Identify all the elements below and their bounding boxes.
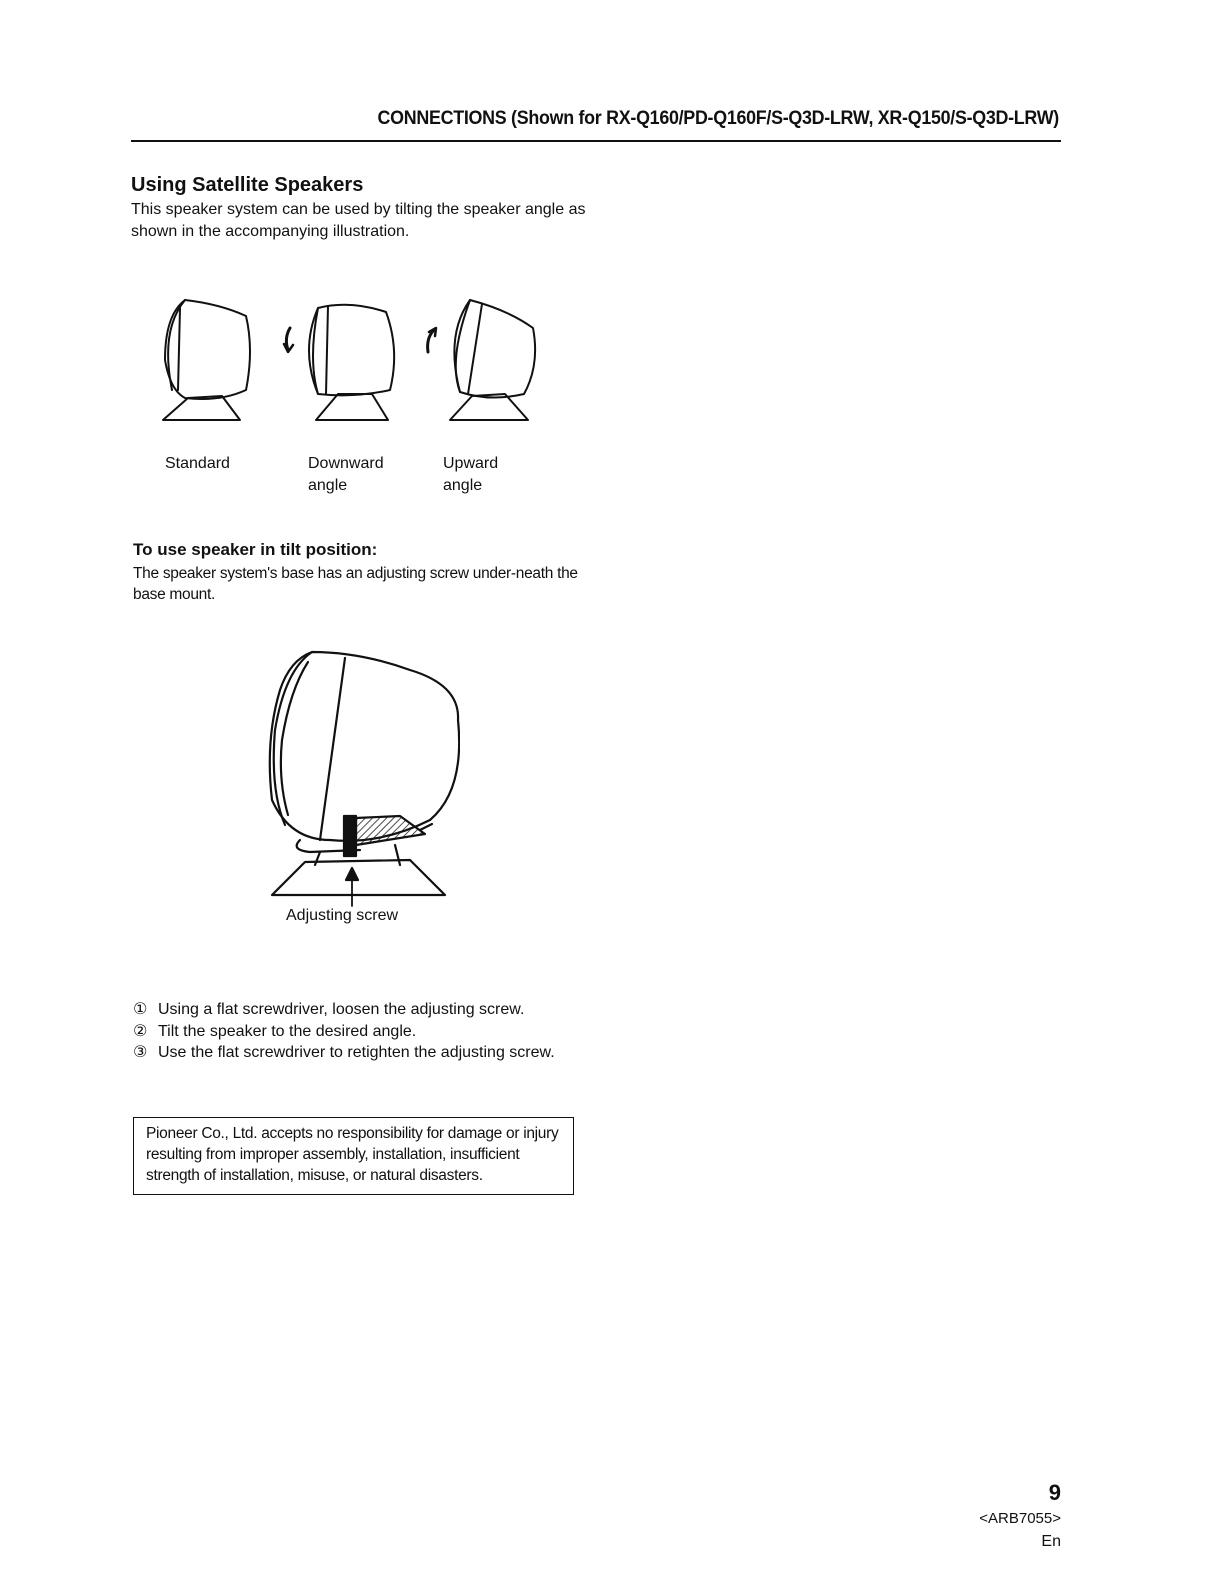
tilt-section-title: To use speaker in tilt position: (133, 540, 378, 559)
step-text: Use the flat screwdriver to retighten the adjusting screw. (158, 1044, 555, 1061)
step-number: ① (133, 1001, 148, 1018)
upward-speaker-drawing (450, 300, 535, 420)
adjusting-screw-label: Adjusting screw (286, 907, 399, 924)
downward-arrow-icon (286, 328, 290, 350)
list-item (133, 1042, 583, 1064)
caption-downward-line2: angle (308, 477, 348, 494)
step-number: ③ (133, 1044, 148, 1061)
step-number: ② (133, 1022, 148, 1040)
liability-notice-box: Pioneer Co., Ltd. accepts no responsibility for damage or injury resulting from improper assembly, installation, insufficient strength of installation, misuse, or natural disasters. (133, 1117, 574, 1195)
speaker-angles-illustration (150, 290, 550, 440)
list-item (133, 1021, 583, 1043)
downward-speaker-drawing (309, 305, 394, 420)
standard-speaker-drawing (163, 300, 250, 420)
caption-downward-line1: Downward (308, 455, 384, 472)
upward-arrow-icon (428, 330, 434, 352)
section-title: Using Satellite Speakers (131, 174, 364, 196)
caption-upward (443, 453, 498, 497)
list-item (133, 999, 583, 1021)
page-number: 9 (1048, 1480, 1061, 1505)
caption-standard: Standard (165, 455, 230, 472)
caption-upward-line2: angle (443, 477, 483, 494)
language-code: En (1041, 1533, 1061, 1550)
step-text: Using a flat screwdriver, loosen the adjusting screw. (158, 1001, 525, 1018)
adjusting-screw-illustration (260, 640, 460, 910)
caption-upward-line1: Upward (443, 455, 499, 472)
caption-downward (308, 453, 384, 497)
tilt-steps-list (133, 999, 583, 1064)
step-text: Tilt the speaker to the desired angle. (158, 1022, 417, 1040)
header-divider (131, 140, 1061, 142)
document-code: <ARB7055> (979, 1510, 1061, 1527)
tilt-paragraph: The speaker system's base has an adjusting screw under-neath the base mount. (133, 565, 578, 603)
intro-paragraph: This speaker system can be used by tilting the speaker angle as shown in the accompanying illustration. (131, 201, 586, 240)
page-header-title: CONNECTIONS (Shown for RX-Q160/PD-Q160F/S-Q3D-LRW, XR-Q150/S-Q3D-LRW) (377, 108, 1059, 129)
